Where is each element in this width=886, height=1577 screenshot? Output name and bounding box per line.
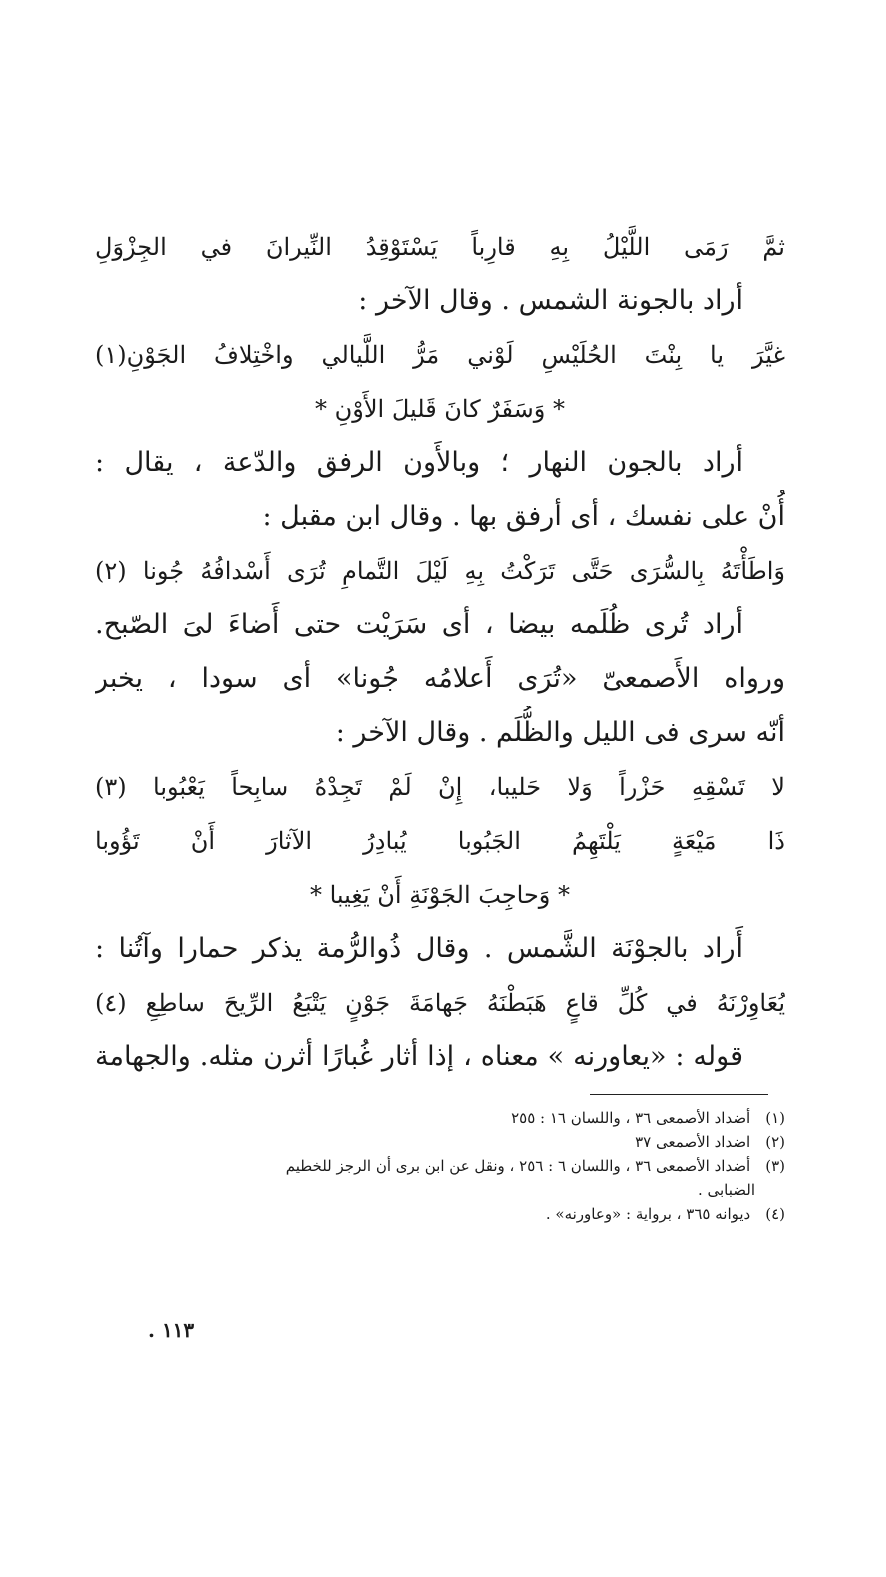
verse-line: ثمَّ رَمَى اللَّيْلُ بِهِ قارِباً يَسْتَوْقِدُ النِّيرانَ في الجِزْوَلِ — [95, 233, 785, 261]
footnote-text: الضبابى . — [697, 1181, 755, 1199]
verse-line: ذَا مَيْعَةٍ يَلْتَهِمُ الجَبُوبا يُبادِرُ الآثارَ أَنْ تَؤُوبا — [95, 827, 785, 855]
footnote-text: اضداد الأصمعى ٣٧ — [635, 1133, 751, 1151]
footnote — [95, 1202, 785, 1226]
prose-line: أراد بالجونة الشمس . وقال الآخر : — [358, 285, 743, 316]
footnote-number: (٢) — [765, 1133, 785, 1151]
page-number: ١١٣ . — [148, 1318, 195, 1342]
prose-line: أنّه سرى فى الليل والظُّلَم . وقال الآخر : — [335, 717, 785, 748]
verse-line: غيَّرَ يا بِنْتَ الحُلَيْسِ لَوْني مَرُّ اللَّيالي واخْتِلافُ الجَوْنِ(١) — [95, 341, 785, 369]
footnotes — [95, 1106, 785, 1226]
footnote-continuation — [95, 1178, 785, 1202]
verse-line-centered: * وَحاجِبَ الجَوْنَةِ أَنْ يَغِيبا * — [309, 881, 571, 909]
main-text — [95, 220, 785, 1084]
prose-line: أراد بالجون النهار ؛ وبالأَون الرفق والدّعة ، يقال : — [95, 447, 743, 478]
footnote — [95, 1106, 785, 1130]
prose-line: أُنْ على نفسك ، أى أرفق بها . وقال ابن مقبل : — [262, 501, 785, 532]
footnote-text: ديوانه ٣٦٥ ، برواية : «وعاورنه» . — [545, 1205, 751, 1223]
footnote — [95, 1130, 785, 1154]
footnote — [95, 1154, 785, 1178]
prose-line: أراد تُرى ظُلَمه بيضا ، أى سَرَيْت حتى أَضاءَ لىَ الصّبح. — [95, 609, 743, 640]
verse-line-centered: * وَسَفَرٌ كانَ قَليلَ الأَوْنِ * — [315, 395, 565, 423]
prose-line: قوله : «يعاورنه » معناه ، إذا أثار غُبارًا أثرن مثله. والجهامة — [95, 1041, 743, 1072]
footnote-text: أضداد الأصمعى ٣٦ ، واللسان ١٦ : ٢٥٥ — [511, 1109, 751, 1127]
footnote-text: أضداد الأصمعى ٣٦ ، واللسان ٦ : ٢٥٦ ، ونقل عن ابن برى أن الرجز للخطيم — [285, 1157, 751, 1175]
verse-line: يُعَاوِرْنَهُ في كُلِّ قاعٍ هَبَطْنَهُ جَهامَةَ جَوْنٍ يَتْبَعُ الرِّيحَ ساطِعِ (٤) — [95, 989, 785, 1017]
footnote-number: (٣) — [765, 1157, 785, 1175]
verse-line: لا تَسْقِهِ حَزْراً وَلا حَليبا، إِنْ لَمْ تَجِدْهُ سابِحاً يَعْبُوبا (٣) — [95, 773, 785, 801]
footnote-number: (٤) — [765, 1205, 785, 1223]
prose-line: ورواه الأَصمعىّ «تُرَى أَعلامُه جُونا» أى سودا ، يخبر — [95, 663, 785, 694]
verse-line: وَاطَأْتَهُ بِالسُّرَى حَتَّى تَرَكْتُ بِهِ لَيْلَ التَّمامِ تُرَى أَسْدافُهُ جُونا (٢) — [95, 557, 785, 585]
prose-line: أَراد بالجوْنَة الشَّمس . وقال ذُوالرُّمة يذكر حمارا وآتُنا : — [95, 933, 743, 964]
footnote-number: (١) — [765, 1109, 785, 1127]
footnote-separator — [590, 1094, 768, 1095]
